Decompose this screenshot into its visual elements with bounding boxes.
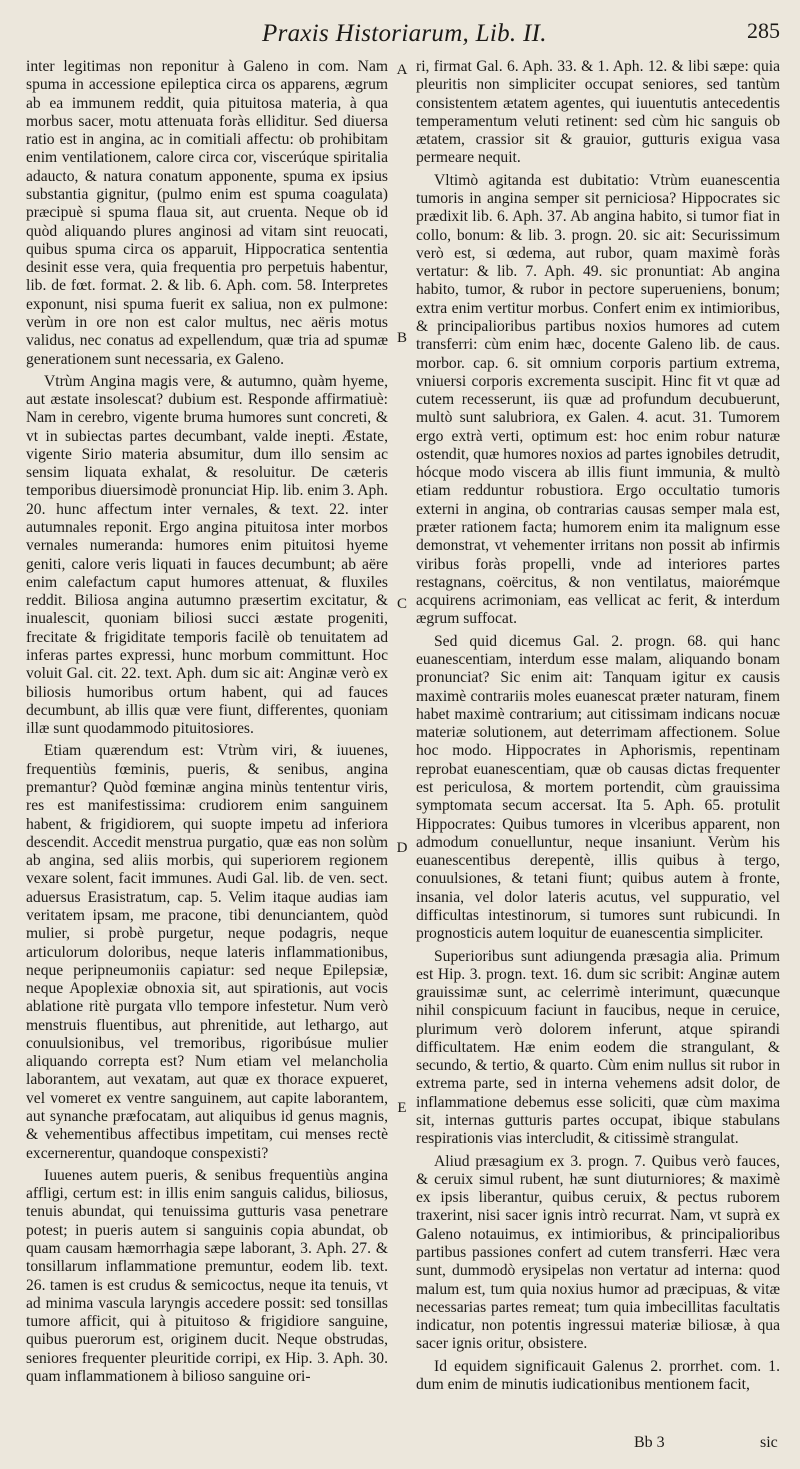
paragraph: ri, firmat Gal. 6. Aph. 33. & 1. Aph. 12. & libi sæpe: quia pleuritis non simpliciter occupat seniores, sed tantùm consistentem ætatem agentes, qui iuuentutis antecedentis temperamentum veluti retinent: sed cùm hic sanguis ob ætatem, crassior sit & grauior, gutturis exigua vasa permeare nequit. bbox=[416, 58, 780, 167]
paragraph: Iuuenes autem pueris, & senibus frequentiùs angina affligi, certum est: in illis enim sanguis calidus, biliosus, tenuis abundat, qui tenuissima gutturis vasa penetrare potest; in pueris autem si sanguinis copia abundat, ob quam causam hæmorrhagia sæpe laborant, 3. Aph. 27. & tonsillarum inflammatione premuntur, eodem lib. text. 26. tamen is est crudus & semicoctus, neque ita tenuis, vt ad minima vascula laryngis accedere possit: sed tonsillas tumore afficit, qui à pituitoso & frigidiore sanguine, quibus puerorum est, originem ducit. Neque obstrudas, seniores frequenter pleuritide corripi, ex Hip. 3. Aph. 30. quam inflammationem à bilioso sanguine ori- bbox=[26, 1166, 388, 1385]
paragraph: Superioribus sunt adiungenda præsagia alia. Primum est Hip. 3. progn. text. 16. dum sic scribit: Anginæ autem grauissimæ sunt, ac celerrimè interimunt, quæcunque nihil conspicuum faciunt in faucibus, neque in ceruice, plurimum verò dolorem inferunt, atque spirandi difficultatem. Hæ enim eodem die strangulant, & secundo, & tertio, & quarto. Cùm enim nullus sit rubor in extrema parte, sed in interna vehemens adsit dolor, de inflammatione debemus esse soliciti, quæ cùm maxima sit, internas gutturis partes occupat, ibique stabulans respirationis vias intercludit, & citissimè strangulat. bbox=[416, 947, 780, 1148]
paragraph: Aliud præsagium ex 3. progn. 7. Quibus verò fauces, & ceruix simul rubent, hæ sunt diuturniores; & maximè ex ipsis liberantur, quibus ceruix, & pectus ruborem traxerint, nisi sacer ignis intrò recurrat. Nam, vt suprà ex Galeno notauimus, ex intimioribus, & principalioribus partibus passiones confert ad cutem transferri. Hæc vera sunt, dummodò erysipelas non vertatur ad interna: quod malum est, tum quia noxius humor ad præcipuas, & vitæ necessarias partes remeat; tum quia imbecillitas facultatis indicatur, non potentis ingressui materiæ biliosæ, à qua sacer ignis oritur, obsistere. bbox=[416, 1152, 780, 1353]
page-number: 285 bbox=[747, 18, 780, 43]
page-header bbox=[0, 14, 800, 54]
paragraph: Vtrùm Angina magis vere, & autumno, quàm hyeme, aut æstate insolescat? dubium est. Responde affirmatiuè: Nam in cerebro, vigente bruma humores sunt concreti, & vt in subiectas partes decumbant, valde inepti. Æstate, vigente Sirio materia absumitur, dum illo sensim ac sensim liquata exhalat, & resoluitur. De cæteris temporibus diuersimodè pronunciat Hip. lib. enim 3. Aph. 20. hunc affectum inter vernales, & text. 22. inter autumnales reponit. Ergo angina pituitosa inter morbos vernales numeranda: humores enim pituitosi hyeme geniti, calore veris liquati in fauces decumbunt; ab aëre enim calefactum caput humores attenuat, & fluxiles reddit. Biliosa angina autumno præsertim excitatur, & inualescit, quoniam biliosi succi æstate progeniti, frecitate & frigiditate temporis facilè ob tenuitatem ad inferas partes expressi, hunc morbum committunt. Hoc voluit Gal. cit. 22. text. Aph. dum sic ait: Anginæ verò ex biliosis humoribus ortum habent, qui ad fauces decumbunt, ab illis quæ vere fiunt, differentes, quoniam illæ sunt quodammodo pituitosiores. bbox=[26, 372, 388, 738]
signature-mark: Bb 3 bbox=[634, 1434, 665, 1451]
left-column bbox=[26, 58, 388, 1386]
margin-marker: C bbox=[396, 596, 407, 612]
paragraph: Sed quid dicemus Gal. 2. progn. 68. qui hanc euanescentiam, interdum esse malam, aliquando bonam pronunciat? Sic enim ait: Tanquam igitur ex causis maximè contrariis moles euanescat præter naturam, finem habet maximè contrarium; aut citissimam indicans nocuæ materiæ solutionem, aut deterrimam affectionem. Solue hoc modo. Hippocrates in Aphorismis, repentinam reprobat euanescentiam, quæ ob causas dictas frequenter est periculosa, & mortem portendit, cùm grauissima symptomata secum accersat. Ita 5. Aph. 65. protulit Hippocrates: Quibus tumores in vlceribus apparent, non admodum conuelluntur, neque insaniunt. Verùm his euanescentibus derepentè, illis quibus à tergo, conuulsiones, & tetani fiunt; quibus autem à fronte, insania, vel dolor lateris acutus, vel suppuratio, vel difficultas intestinorum, si tumores sunt rubicundi. In prognosticis autem loquitur de euanescentia simpliciter. bbox=[416, 632, 780, 943]
page-footer bbox=[0, 1434, 800, 1464]
paragraph: Vltimò agitanda est dubitatio: Vtrùm euanescentia tumoris in angina semper sit perniciosa? Hippocrates sic prædixit lib. 6. Aph. 37. Ab angina habito, si tumor fiat in collo, bonum: & lib. 3. progn. 20. sic ait: Securissimum verò est, si œdema, aut rubor, quam maximè foràs vertatur: & lib. 7. Aph. 49. sic pronuntiat: Ab angina habito, tumor, & rubor in pectore superueniens, bonum; extra enim vertitur morbus. Confert enim ex intimioribus, & principalioribus partibus noxios humores ad cutem transferri: cùm enim hæc, docente Galeno lib. de caus. morbor. cap. 6. sit omnium corporis partium extrema, vniuersi corporis excrementa suscipit. Hinc fit vt quæ ad cutem recesserunt, iis quæ ad profundum decubuerunt, multò sunt salubriora, ex Galen. 4. acut. 31. Tumorem ergo extrà verti, optimum est: hoc enim robur naturæ ostendit, quæ humores noxios ad partes ignobiles detrudit, hócque modo viscera ab illis fiunt immunia, & multò etiam redduntur robustiora. Ergo occultatio tumoris externi in angina, ob contrarias causas semper mala est, præter rationem facta; humorem enim ita malignum esse demonstrat, vt vehementer irritans non possit ab infirmis viribus foràs propelli, vnde ad interiores partes restagnans, coërcitus, & non ventilatus, maiorémque acquirens acrimoniam, eas vellicat ac ferit, & interdum ægrum suffocat. bbox=[416, 171, 780, 628]
margin-marker: E bbox=[397, 1100, 407, 1116]
margin-marker: B bbox=[396, 330, 407, 346]
paragraph: Id equidem significauit Galenus 2. prorrhet. com. 1. dum enim de minutis iudicationibus mentionem facit, bbox=[416, 1357, 780, 1393]
paragraph: inter legitimas non reponitur à Galeno in com. Nam spuma in accessione epileptica circa os apparens, ægrum ab ea immunem reddit, quia pituitosa materia, à qua morbus sacer, motu attenuata foràs elliditur. Sed diuersa ratio est in angina, ac in comitiali affectu: ob prohibitam enim ventilationem, calore circa cor, viscerúque spiritalia adaucto, & natura conatum apponente, spuma ex ipsius substantia gignitur, (pulmo enim est spuma coagulata) præcipuè si spuma flaua sit, aut cruenta. Neque ob id quòd aliquando plures anginosi ad vitam sint reuocati, quibus spuma circa os apparuit, Hippocratica sententia desinit esse vera, quia frequentia pro perpetuis habentur, lib. de fœt. format. 2. & lib. 6. Aph. com. 58. Interpretes exponunt, nisi spuma fuerit ex saliua, non ex pulmone: verùm in ore non est calor multus, nec aëris motus validus, nec conatus ad expellendum, quæ tria ad spumæ generationem sunt necessaria, ex Galeno. bbox=[26, 58, 388, 368]
paragraph: Etiam quærendum est: Vtrùm viri, & iuuenes, frequentiùs fœminis, pueris, & senibus, angina premantur? Quòd fœminæ angina minùs tententur viris, res est manifestissima: crudiorem enim sanguinem habent, & frigidiorem, qui suopte impetu ad inferiora descendit. Accedit menstrua purgatio, quæ eas non solùm ab angina, sed aliis morbis, qui superiorem regionem vexare solent, facit immunes. Audi Gal. lib. de ven. sect. aduersus Erasistratum, cap. 5. Velim itaque audias iam veritatem ipsam, me pracone, tibi denunciantem, quòd mulier, si probè purgetur, neque podagris, neque articulorum doloribus, neque lateris inflammationibus, neque peripneumoniis capiatur: sed neque Epilepsiæ, neque Apoplexiæ obnoxia sit, aut spirationis, aut vocis ablatione ritè purgata vllo tempore infestetur. Num verò menstruis fluentibus, aut phrenitide, aut lethargo, aut conuulsionibus, vel tremoribus, rigoribúsue mulier aliquando correpta est? Num etiam vel melancholia laborantem, aut vexatam, aut quæ ex thorace expueret, vel vomeret ex ventre sanguinem, aut capite laborantem, aut synanche præfocatam, aut aliquibus id genus magnis, & vehementibus affectibus impetitam, cui menses rectè excernerentur, quandoque conspexisti? bbox=[26, 742, 388, 1162]
catchword: sic bbox=[760, 1434, 778, 1451]
margin-marker: D bbox=[396, 840, 408, 856]
running-title: Praxis Historiarum, Lib. II. bbox=[262, 20, 547, 47]
margin-marker: A bbox=[396, 62, 408, 78]
right-column bbox=[416, 58, 780, 1394]
